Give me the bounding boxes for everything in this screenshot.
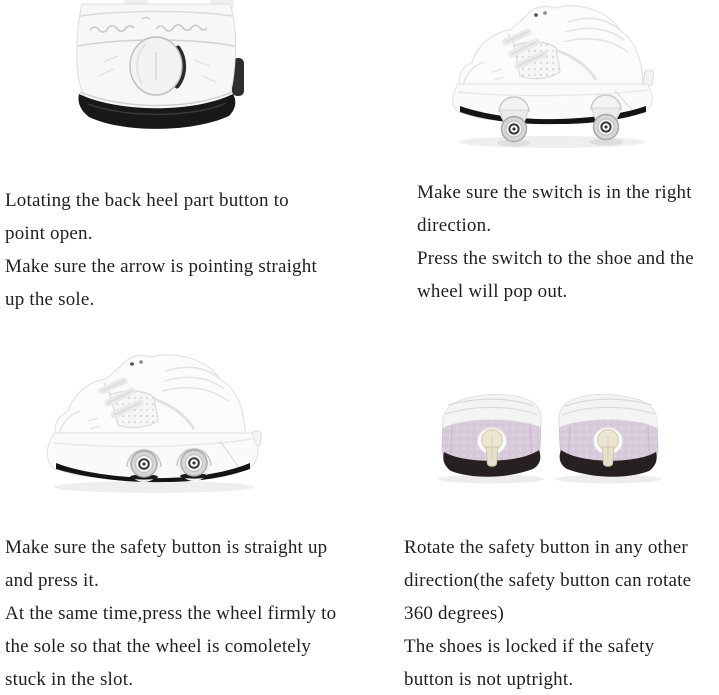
instruction-line: direction. xyxy=(417,215,492,236)
sneaker-upper xyxy=(459,6,644,96)
sneaker-upper xyxy=(55,355,246,445)
rear-wheel xyxy=(594,115,619,140)
instruction-line: wheel will pop out. xyxy=(417,281,568,302)
platform-sole xyxy=(452,84,652,125)
front-wheel xyxy=(131,451,157,477)
instruction-line: Make sure the safety button is straight up xyxy=(5,537,328,558)
instruction-line: 360 degrees) xyxy=(404,603,504,624)
instruction-line: button is not uptright. xyxy=(404,669,574,690)
instruction-line: At the same time,press the wheel firmly to xyxy=(5,603,337,624)
eyelet xyxy=(130,362,134,366)
instruction-line: Press the switch to the shoe and the xyxy=(417,248,694,269)
instruction-line: and press it. xyxy=(5,570,99,591)
left-heel xyxy=(438,394,544,483)
instruction-line: Rotate the safety button in any other xyxy=(404,537,688,558)
ground-shadow xyxy=(54,481,254,493)
instruction-line: the sole so that the wheel is comoletely xyxy=(5,636,312,657)
front-wheel xyxy=(502,117,527,142)
eyelet xyxy=(543,11,547,15)
instruction-line: direction(the safety button can rotate xyxy=(404,570,692,591)
shoe-wheels-retracted-illustration xyxy=(42,353,272,508)
rear-wheel xyxy=(181,450,207,476)
instruction-line: point open. xyxy=(5,223,93,244)
instruction-text-step-1 xyxy=(5,184,317,316)
instruction-line: stuck in the slot. xyxy=(5,669,134,690)
instruction-text-step-4 xyxy=(404,531,691,695)
instruction-line: Make sure the switch is in the right xyxy=(417,182,692,203)
instruction-line: The shoes is locked if the safety xyxy=(404,636,655,657)
instruction-line: Lotating the back heel part button to xyxy=(5,190,289,211)
instruction-text-step-3 xyxy=(5,531,336,695)
instruction-line: up the sole. xyxy=(5,289,95,310)
eyelet xyxy=(139,360,143,364)
two-heels-illustration xyxy=(434,384,666,486)
photo-heel-button-closeup xyxy=(64,0,250,145)
instruction-line: Make sure the arrow is pointing straight xyxy=(5,256,317,277)
photo-shoe-wheels-out xyxy=(448,0,663,150)
photo-shoe-wheels-retracted xyxy=(42,353,272,508)
instruction-text-step-2 xyxy=(417,176,694,308)
eyelet xyxy=(534,13,538,17)
photo-two-heels-safety-buttons xyxy=(434,384,666,486)
heel-closeup-illustration xyxy=(64,0,250,145)
shoe-wheels-out-illustration xyxy=(448,0,663,150)
right-heel xyxy=(556,394,662,483)
